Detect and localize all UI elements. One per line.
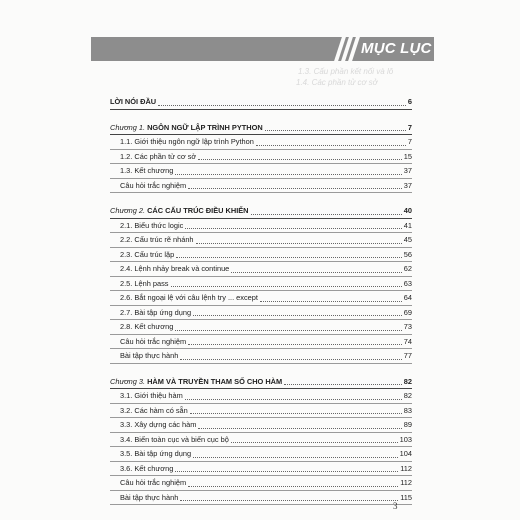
toc-entry-text: 3.3. Xây dựng các hàm (120, 420, 197, 429)
header-stripes (336, 37, 360, 61)
toc-entry-row (110, 262, 412, 277)
toc-page-number: 103 (399, 434, 412, 444)
dot-leader (284, 384, 402, 385)
dot-leader (180, 359, 402, 360)
toc-page-number: 83 (403, 405, 412, 415)
page-title: MỤC LỤC (361, 40, 432, 57)
toc-chapter-row (110, 204, 412, 219)
toc-entry-text: CÁC CẤU TRÚC ĐIỀU KHIỂN (147, 206, 249, 215)
toc-entry-text: 2.1. Biểu thức logic (120, 220, 184, 230)
toc-entry-row (110, 491, 412, 506)
toc-entry-title (110, 121, 263, 136)
toc-entry-title (120, 219, 183, 234)
toc-entry-title (120, 418, 196, 433)
toc-entry-title (110, 375, 282, 390)
toc-page-number: 45 (403, 235, 412, 244)
toc-entry-title (120, 291, 258, 306)
toc-chapter-row (110, 121, 412, 136)
toc-entry-text: 3.4. Biến toàn cục và biến cục bộ (120, 434, 229, 444)
toc-entry-row (110, 248, 412, 263)
toc-entry-row (110, 462, 412, 477)
toc-entry-title (120, 320, 173, 335)
toc-entry-title (110, 95, 156, 110)
toc-entry-row (110, 320, 412, 335)
toc-page-number: 82 (403, 391, 412, 400)
toc-entry-row (110, 349, 412, 364)
toc-page-number: 74 (403, 336, 412, 346)
bleed-through-text: 1.4. Các phần tử cơ sở (296, 78, 378, 87)
dot-leader (175, 330, 402, 331)
toc-page-number: 64 (403, 293, 412, 302)
chapter-label: Chương 2. (110, 206, 148, 215)
toc-entry-title (120, 447, 191, 462)
dot-leader (188, 486, 398, 487)
table-of-contents (110, 95, 412, 505)
toc-page-number: 112 (400, 478, 412, 487)
dot-leader (176, 257, 402, 258)
toc-page-number: 7 (407, 137, 412, 146)
toc-entry-row (110, 291, 412, 306)
toc-entry-title (120, 306, 191, 321)
toc-entry-row (110, 150, 412, 165)
toc-entry-text: 1.3. Kết chương (120, 166, 174, 175)
toc-page-number: 37 (403, 180, 412, 190)
toc-entry-text: 2.5. Lệnh pass (120, 278, 169, 288)
toc-entry-text: 2.3. Cấu trúc lặp (120, 249, 175, 259)
toc-entry-title (120, 389, 183, 404)
toc-page-number: 73 (403, 322, 412, 331)
toc-page-number: 63 (403, 278, 412, 288)
dot-leader (188, 344, 402, 345)
toc-page-number: 77 (403, 351, 412, 360)
row-rule (110, 363, 412, 364)
toc-page-number: 41 (403, 220, 412, 230)
dot-leader (198, 159, 402, 160)
toc-entry-row (110, 233, 412, 248)
toc-entry-title (110, 204, 249, 219)
dot-leader (175, 471, 398, 472)
dot-leader (185, 228, 402, 229)
toc-page-number: 40 (403, 206, 412, 215)
toc-entry-text: Câu hỏi trắc nghiệm (120, 336, 187, 346)
toc-page-number: 82 (403, 376, 412, 386)
toc-entry-title (120, 349, 178, 364)
toc-entry-title (120, 248, 174, 263)
dot-leader (265, 130, 406, 131)
page-number: 3 (393, 501, 398, 511)
toc-entry-text: Câu hỏi trắc nghiệm (120, 478, 187, 487)
toc-entry-row (110, 164, 412, 179)
toc-entry-text: Câu hỏi trắc nghiệm (120, 180, 187, 190)
toc-entry-row (110, 433, 412, 448)
toc-entry-text: 2.6. Bắt ngoại lệ với câu lệnh try ... except (120, 293, 258, 302)
toc-page-number: 62 (403, 264, 412, 273)
toc-entry-title (120, 433, 229, 448)
dot-leader (158, 105, 406, 106)
chapter-label: Chương 1. (110, 122, 148, 132)
toc-entry-text: 3.6. Kết chương (120, 463, 174, 473)
toc-entry-row (110, 219, 412, 234)
toc-entry-row (110, 389, 412, 404)
toc-entry-title (120, 277, 169, 292)
toc-page-number: 15 (403, 151, 412, 161)
toc-page-number: 112 (400, 463, 412, 473)
toc-entry-title (120, 135, 254, 150)
toc-entry-row (110, 476, 412, 491)
toc-entry-text: 2.7. Bài tập ứng dụng (120, 307, 192, 317)
dot-leader (193, 315, 402, 316)
toc-entry-text: 2.2. Cấu trúc rẽ nhánh (120, 235, 194, 244)
toc-entry-text: 1.2. Các phần tử cơ sở (120, 151, 197, 161)
toc-page-number: 37 (403, 166, 412, 175)
toc-entry-row (110, 404, 412, 419)
toc-entry-row (110, 418, 412, 433)
toc-entry-text: NGÔN NGỮ LẬP TRÌNH PYTHON (147, 122, 263, 132)
dot-leader (231, 442, 398, 443)
toc-entry-row (110, 335, 412, 350)
toc-entry-text: LỜI NÓI ĐẦU (110, 97, 157, 106)
bleed-through-text: 1.3. Cấu phần kết nối và lô (298, 67, 394, 76)
dot-leader (256, 145, 406, 146)
toc-entry-title (120, 262, 229, 277)
toc-entry-title (120, 179, 186, 194)
dot-leader (193, 457, 398, 458)
toc-entry-row (110, 179, 412, 194)
dot-leader (260, 301, 402, 302)
toc-chapter-row (110, 95, 412, 110)
toc-entry-title (120, 462, 173, 477)
toc-entry-text: Bài tập thực hành (120, 492, 179, 502)
dot-leader (171, 286, 402, 287)
toc-entry-row (110, 306, 412, 321)
toc-entry-text: 2.8. Kết chương (120, 322, 174, 331)
section-gap (110, 193, 412, 204)
toc-page-number: 104 (399, 449, 412, 458)
toc-entry-text: 3.1. Giới thiệu hàm (120, 391, 183, 400)
dot-leader (185, 399, 402, 400)
row-rule (110, 192, 412, 193)
toc-entry-text: Bài tập thực hành (120, 351, 179, 360)
row-rule (110, 109, 412, 110)
toc-entry-title (120, 233, 194, 248)
dot-leader (180, 500, 398, 501)
toc-entry-title (120, 404, 188, 419)
row-rule (110, 504, 412, 505)
toc-page-number: 115 (400, 492, 412, 502)
toc-entry-row (110, 135, 412, 150)
dot-leader (251, 214, 402, 215)
toc-entry-text: 3.2. Các hàm có sẵn (120, 405, 188, 415)
dot-leader (190, 413, 402, 414)
toc-entry-text: 3.5. Bài tập ứng dụng (120, 449, 192, 458)
toc-chapter-row (110, 375, 412, 390)
dot-leader (231, 272, 402, 273)
chapter-label: Chương 3. (110, 376, 148, 386)
toc-entry-title (120, 491, 178, 506)
dot-leader (188, 188, 402, 189)
toc-entry-title (120, 476, 186, 491)
dot-leader (196, 243, 402, 244)
toc-entry-title (120, 150, 196, 165)
toc-entry-text: 1.1. Giới thiệu ngôn ngữ lập trình Python (120, 137, 254, 146)
toc-page-number: 6 (407, 97, 412, 106)
toc-page-number: 89 (403, 420, 412, 429)
toc-entry-title (120, 335, 186, 350)
toc-entry-text: HÀM VÀ TRUYỀN THAM SỐ CHO HÀM (147, 376, 283, 386)
toc-entry-title (120, 164, 173, 179)
dot-leader (175, 174, 402, 175)
dot-leader (198, 428, 402, 429)
toc-entry-row (110, 447, 412, 462)
toc-page-number: 56 (403, 249, 412, 259)
section-gap (110, 110, 412, 121)
toc-entry-text: 2.4. Lệnh nhảy break và continue (120, 264, 230, 273)
toc-page-number: 7 (407, 122, 412, 132)
toc-entry-row (110, 277, 412, 292)
toc-page-number: 69 (403, 307, 412, 317)
section-gap (110, 364, 412, 375)
